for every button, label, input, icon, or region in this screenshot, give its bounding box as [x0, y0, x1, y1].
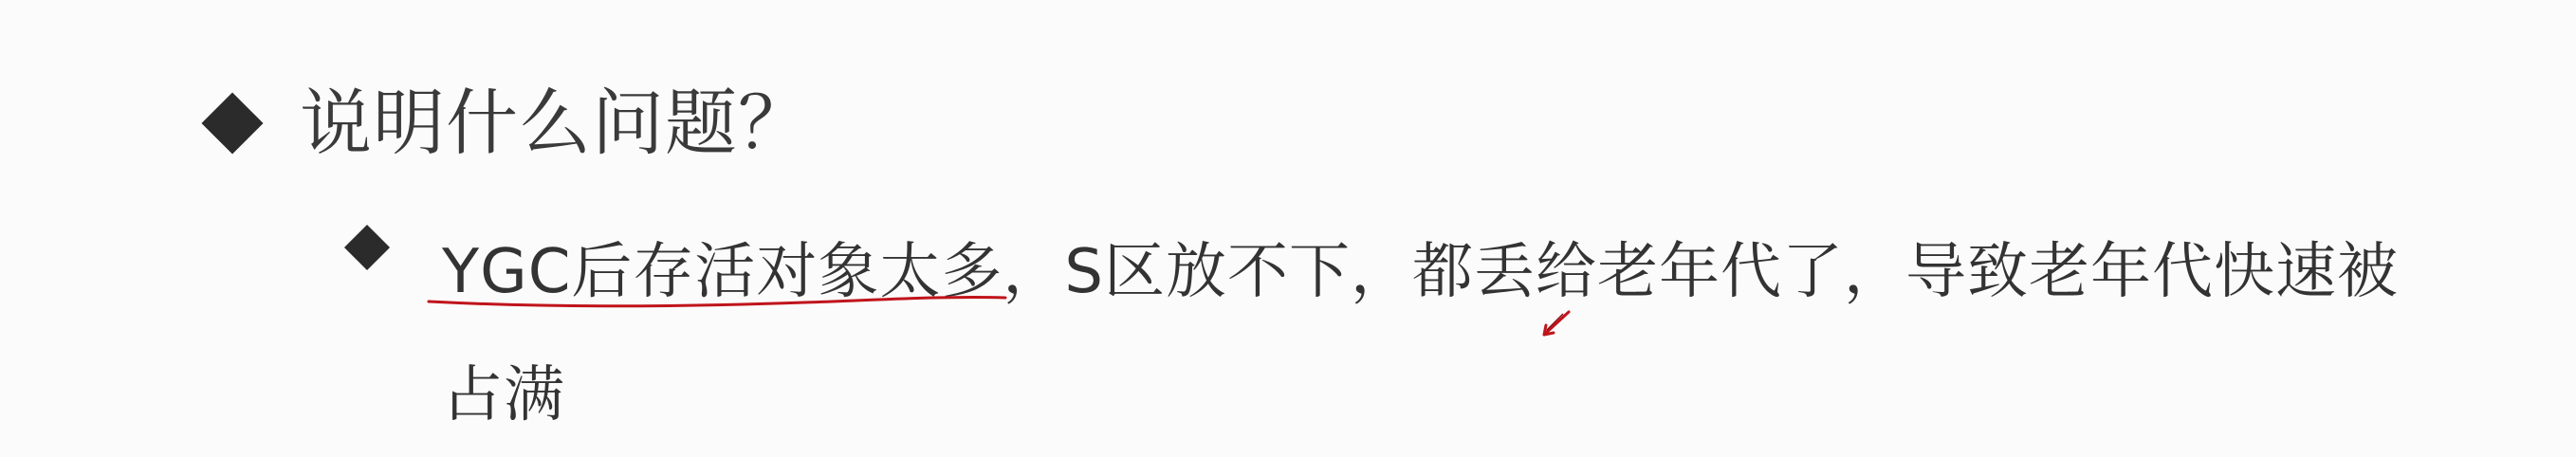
sub-point-text — [442, 210, 2472, 457]
sub-point-line-2: 占满 — [442, 360, 565, 430]
slide-heading: 说明什么问题？ — [300, 81, 811, 165]
sub-point-line-1: YGC后存活对象太多，S区放不下，都丢给老年代了，导致老年代快速被 — [442, 237, 2399, 307]
sub-point-diamond-bullet-icon — [344, 225, 390, 270]
heading-diamond-bullet-icon — [201, 92, 263, 154]
red-pen-underline — [425, 284, 1013, 313]
pen-cursor-icon — [1538, 309, 1573, 343]
